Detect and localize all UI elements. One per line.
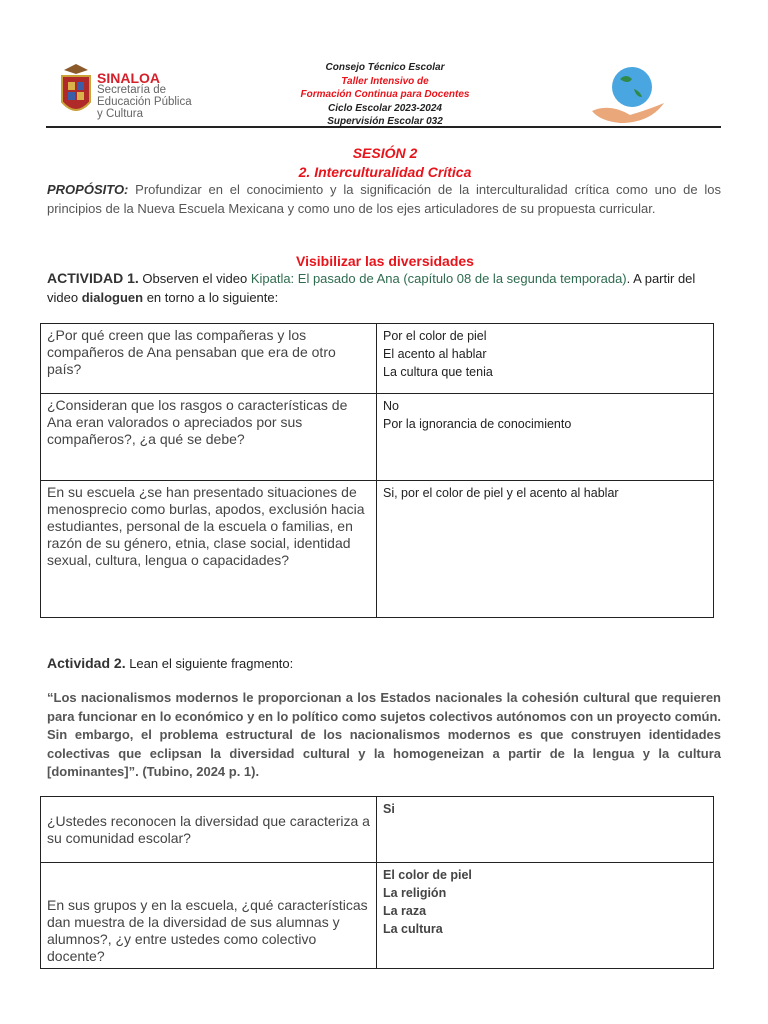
header-line1: Consejo Técnico Escolar [325,62,445,73]
answer-cell[interactable] [377,863,714,969]
activity2-paragraph [47,654,721,673]
question-cell: ¿Consideran que los rasgos o características de Ana eran valorados o apreciados por sus compañeros?, ¿a qué se debe? [41,394,377,481]
logo-subtitle [97,84,192,120]
activity1-label: ACTIVIDAD 1. [47,270,139,286]
answer-line: Por el color de piel [383,329,487,343]
question-cell: En sus grupos y en la escuela, ¿qué características dan muestra de la diversidad de sus alumnas y alumnos?, ¿y entre ustedes como colectivo docente? [41,863,377,969]
session-title: SESIÓN 2 [352,145,418,161]
act1-text3: en torno a lo siguiente: [143,290,279,305]
answer-line: La cultura [383,922,443,936]
purpose-label: PROPÓSITO: [47,182,129,197]
answer-line: La religión [383,886,447,900]
header-text [270,61,500,129]
activity2-table [40,796,714,969]
table-row [41,797,714,863]
act1-text2: . A partir del video [47,271,696,305]
table-row [41,481,714,618]
answer-cell[interactable] [377,324,714,394]
answer-cell[interactable] [377,394,714,481]
answer-cell[interactable] [377,481,714,618]
header-line4: Ciclo Escolar 2023-2024 [328,102,442,114]
question-cell: ¿Ustedes reconocen la diversidad que caracteriza a su comunidad escolar? [41,797,377,863]
answer-line: El acento al hablar [383,347,487,361]
act1-text1: Observen el video [138,271,251,286]
table-row [41,863,714,969]
header-line2: Taller Intensivo de [341,75,429,87]
activity2-label: Actividad 2. [47,655,126,671]
header-line5: Supervisión Escolar 032 [327,116,443,127]
answer-line: Si [383,802,395,816]
answer-line: La cultura que tenia [383,365,493,379]
topic-title: 2. Interculturalidad Crítica [298,164,472,180]
logo-sub2: Educación Pública [97,96,192,108]
answer-line: Por la ignorancia de conocimiento [383,417,572,431]
answer-line: Si, por el color de piel y el acento al hablar [383,486,619,500]
table-row [41,324,714,394]
logo-sub3: y Cultura [97,108,144,120]
globe-in-hand-icon [590,63,670,125]
activity1-table [40,323,714,618]
video-link[interactable]: Kipatla: El pasado de Ana (capítulo 08 de la segunda temporada) [250,271,627,286]
header-divider [46,126,721,128]
answer-line: El color de piel [383,868,472,882]
logo-title: SINALOA [97,70,160,86]
section-title: Visibilizar las diversidades [296,253,474,269]
act1-bold: dialoguen [81,290,144,305]
question-cell: En su escuela ¿se han presentado situaciones de menosprecio como burlas, apodos, exclusión hacia estudiantes, personal de la escuela o familias, en razón de su género, etnia, clase social, identidad sexual, cultura, lengua o capacidades? [41,481,377,618]
question-cell: ¿Por qué creen que las compañeras y los compañeros de Ana pensaban que era de otro país? [41,324,377,394]
answer-line: No [383,399,399,413]
answer-cell[interactable] [377,797,714,863]
purpose-paragraph [47,180,721,218]
sinaloa-coat-of-arms-icon [58,62,94,120]
activity1-paragraph [47,269,721,307]
purpose-text: Profundizar en el conocimiento y la significación de la interculturalidad crítica como uno de los principios de la Nueva Escuela Mexicana y como uno de los ejes articuladores de su propuesta curricular. [47,182,721,216]
header-line3: Formación Continua para Docentes [300,89,470,100]
logo-sub1: Secretaría de [97,84,167,96]
quote-paragraph: “Los nacionalismos modernos le proporcionan a los Estados nacionales la cohesión cultural que requieren para funcionar en lo económico y en lo político como sujetos colectivos autónomos con un proyecto común. Sin embargo, el problema estructural de los nacionalismos modernos es que construyen identidades colectivas que eclipsan la diversidad cultural y la homogeneizan a partir de la lengua y la cultura [dominantes]”. (Tubino, 2024 p. 1). [47,690,721,779]
table-row [41,394,714,481]
answer-line: La raza [383,904,427,918]
act2-text: Lean el siguiente fragmento: [125,656,294,671]
